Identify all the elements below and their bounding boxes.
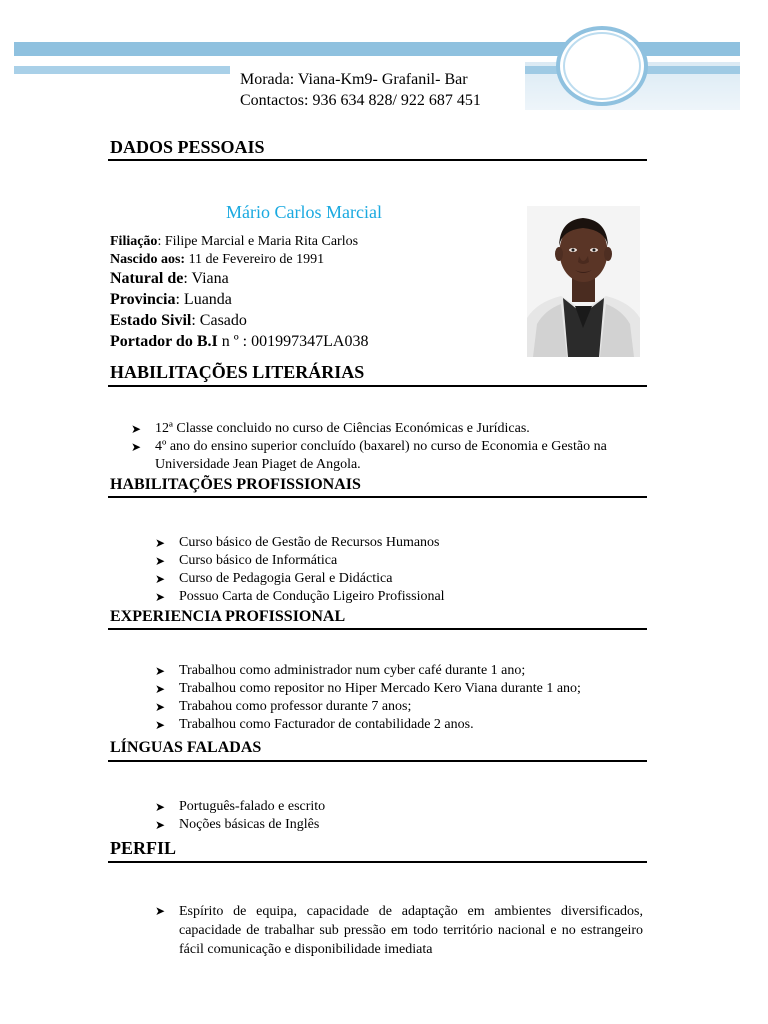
section-title-perfil: PERFIL [110, 838, 177, 858]
provincia-label: Provincia [110, 291, 176, 308]
arrowhead-bullet-icon: ➤ [155, 682, 166, 696]
list-item [155, 680, 645, 698]
nascido-label: Nascido aos: [110, 252, 186, 267]
linguas-list [155, 798, 645, 834]
list-item-text: Curso de Pedagogia Geral e Didáctica [179, 571, 393, 586]
list-item-text: 4º ano do ensino superior concluído (baxarel) no curso de Economia e Gestão na Universidade Jean Piaget de Angola. [155, 439, 607, 472]
section-rule [108, 861, 647, 863]
estado-civil-line [110, 312, 247, 330]
arrowhead-bullet-icon: ➤ [155, 800, 166, 814]
arrowhead-bullet-icon: ➤ [155, 590, 166, 604]
section-title-linguas: LÍNGUAS FALADAS [110, 739, 262, 756]
nascido-value: 11 de Fevereiro de 1991 [185, 252, 325, 267]
list-item-text: Noções básicas de Inglês [179, 817, 320, 832]
natural-value: : Viana [183, 270, 229, 287]
list-item-text: Trabahou como professor durante 7 anos; [179, 699, 412, 714]
filiacao-label: Filiação [110, 234, 158, 249]
list-item-text: Trabalhou como repositor no Hiper Mercado Kero Viana durante 1 ano; [179, 681, 581, 696]
list-item-text: Trabalhou como administrador num cyber café durante 1 ano; [179, 663, 526, 678]
experiencia-list [155, 662, 645, 734]
arrowhead-bullet-icon: ➤ [131, 422, 142, 436]
list-item [155, 698, 645, 716]
section-title-profissionais: HABILITAÇÕES PROFISSIONAIS [110, 476, 361, 493]
perfil-list [155, 902, 643, 959]
section-title-personal: DADOS PESSOAIS [110, 137, 265, 157]
list-item [155, 534, 645, 552]
provincia-line [110, 291, 232, 309]
list-item-text: Português-falado e escrito [179, 799, 326, 814]
profile-photo [527, 206, 640, 357]
list-item [155, 816, 645, 834]
section-rule [108, 628, 647, 630]
list-item [155, 552, 645, 570]
list-item-text: Curso básico de Informática [179, 553, 338, 568]
header-circle-inner [563, 32, 641, 100]
nascido-line [110, 252, 324, 268]
literarias-list [131, 420, 646, 474]
person-name: Mário Carlos Marcial [226, 202, 382, 222]
list-item [155, 716, 645, 734]
list-item-text: Possuo Carta de Condução Ligeiro Profissional [179, 589, 445, 604]
bi-line [110, 333, 368, 351]
arrowhead-bullet-icon: ➤ [155, 700, 166, 714]
list-item-text: Espírito de equipa, capacidade de adaptação em ambientes diversificados, capacidade de trabalhar sub pressão em todo território nacional e no estrangeiro fácil comunicação e disponibilidade imediata [179, 904, 643, 957]
list-item-text: Trabalhou como Facturador de contabilidade 2 anos. [179, 717, 474, 732]
section-rule [108, 760, 647, 762]
list-item [131, 420, 646, 438]
provincia-value: : Luanda [175, 291, 232, 308]
list-item [155, 902, 643, 959]
section-title-experiencia: EXPERIENCIA PROFISSIONAL [110, 608, 346, 625]
estado-civil-label: Estado Sivil [110, 312, 192, 329]
list-item [155, 662, 645, 680]
header-band-left [14, 66, 230, 74]
arrowhead-bullet-icon: ➤ [155, 718, 166, 732]
list-item [155, 570, 645, 588]
arrowhead-bullet-icon: ➤ [155, 818, 166, 832]
contacts-line: Contactos: 936 634 828/ 922 687 451 [240, 92, 481, 109]
section-title-literarias: HABILITAÇÕES LITERÁRIAS [110, 362, 365, 382]
arrowhead-bullet-icon: ➤ [131, 440, 142, 454]
list-item [155, 798, 645, 816]
profissionais-list [155, 534, 645, 606]
bi-value: n º : 001997347LA038 [217, 333, 369, 350]
list-item-text: Curso básico de Gestão de Recursos Humanos [179, 535, 440, 550]
profile-photo-drawing [527, 206, 640, 357]
bi-label: Portador do B.I [110, 333, 218, 350]
arrowhead-bullet-icon: ➤ [155, 554, 166, 568]
estado-civil-value: : Casado [191, 312, 247, 329]
arrowhead-bullet-icon: ➤ [155, 536, 166, 550]
section-rule [108, 496, 647, 498]
arrowhead-bullet-icon: ➤ [155, 664, 166, 678]
arrowhead-bullet-icon: ➤ [155, 572, 166, 586]
section-rule [108, 159, 647, 161]
natural-line [110, 270, 229, 288]
list-item [131, 438, 646, 474]
natural-label: Natural de [110, 270, 184, 287]
address-line: Morada: Viana-Km9- Grafanil- Bar [240, 71, 468, 88]
filiacao-value: : Filipe Marcial e Maria Rita Carlos [157, 234, 359, 249]
section-rule [108, 385, 647, 387]
arrowhead-bullet-icon: ➤ [155, 904, 166, 918]
filiacao-line [110, 234, 358, 250]
list-item-text: 12ª Classe concluido no curso de Ciências Económicas e Jurídicas. [155, 421, 530, 436]
list-item [155, 588, 645, 606]
